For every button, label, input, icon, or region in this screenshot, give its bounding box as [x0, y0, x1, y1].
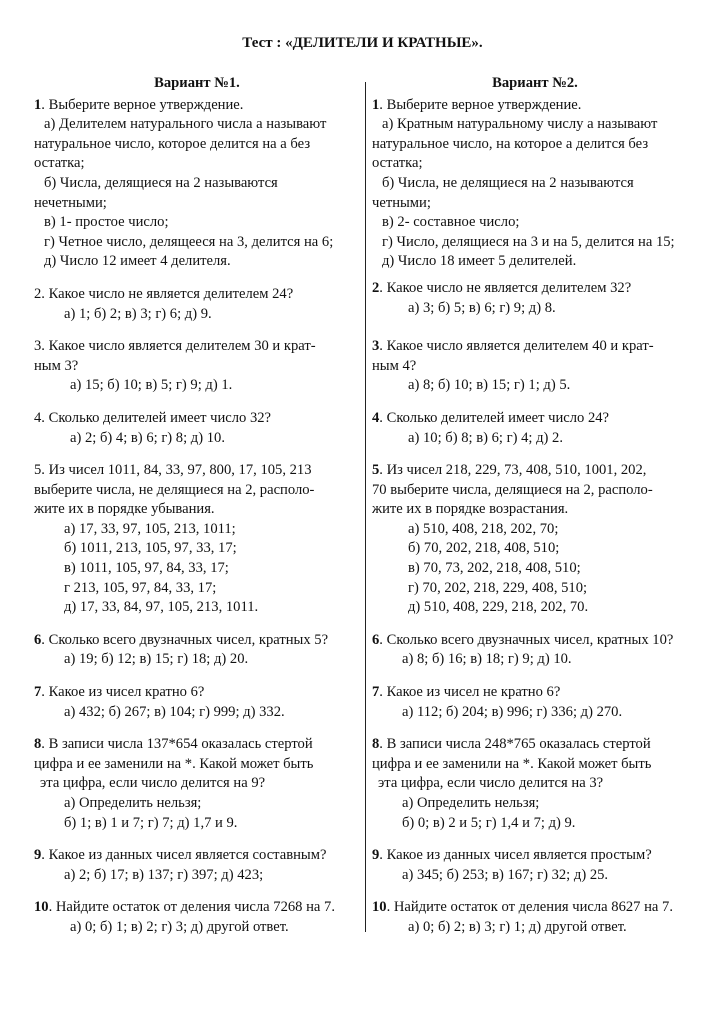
option-e: д) Число 12 имеет 4 делителя. [44, 253, 231, 270]
question-text-cont: цифра и ее заменили на *. Какой может быть [34, 755, 314, 772]
question-number: 7 [372, 684, 380, 701]
option-a-cont: остатка; [34, 155, 85, 172]
v2-question-7 [372, 683, 698, 722]
v1-question-8 [34, 735, 360, 833]
question-number: 4 [372, 409, 380, 426]
option-e: д) 510, 408, 229, 218, 202, 70. [408, 599, 589, 616]
question-text: . Сколько делителей имеет число 24? [379, 409, 610, 426]
answers: а) 0; б) 2; в) 3; г) 1; д) другой ответ. [408, 918, 627, 935]
question-text: . В записи числа 137*654 оказалась стертой [41, 736, 313, 753]
v2-question-10 [372, 898, 698, 937]
option-a: а) Определить нельзя; [402, 795, 540, 811]
question-text: . Найдите остаток от деления числа 8627 на 7. [386, 899, 673, 916]
question-text: . Найдите остаток от деления числа 7268 на 7. [48, 899, 335, 916]
options: б) 0; в) 2 и 5; г) 1,4 и 7; д) 9. [402, 814, 576, 831]
v1-question-4 [34, 409, 360, 448]
v1-question-7 [34, 683, 360, 722]
v1-question-1 [34, 96, 360, 272]
answers: а) 3; б) 5; в) 6; г) 9; д) 8. [408, 299, 556, 316]
v2-question-9 [372, 846, 698, 885]
answers: а) 8; б) 16; в) 18; г) 9; д) 10. [402, 651, 572, 668]
answers: а) 1; б) 2; в) 3; г) 6; д) 9. [64, 305, 212, 322]
option-a: а) Кратным натуральному числу а называют [382, 116, 658, 133]
question-text-cont: эта цифра, если число делится на 9? [40, 775, 266, 792]
question-number: 10 [372, 899, 387, 916]
v1-question-6 [34, 631, 360, 670]
question-text: . Из чисел 218, 229, 73, 408, 510, 1001, 202, [379, 462, 647, 479]
answers: а) 2; б) 17; в) 137; г) 397; д) 423; [64, 866, 264, 883]
question-text: . Какое из данных чисел является составным? [41, 847, 327, 864]
question-text-cont: ным 3? [34, 357, 79, 374]
question-text: . Сколько всего двузначных чисел, кратных 5? [41, 631, 329, 648]
option-a-cont: остатка; [372, 155, 423, 172]
answers: а) 0; б) 1; в) 2; г) 3; д) другой ответ. [70, 918, 289, 935]
v2-question-6 [372, 631, 698, 670]
column-divider [365, 82, 366, 932]
option-a-cont: натуральное число, на которое а делится без [372, 135, 649, 152]
variant-2-column [372, 74, 698, 938]
question-text: 2. Какое число не является делителем 24? [34, 285, 294, 302]
answers: а) 112; б) 204; в) 996; г) 336; д) 270. [402, 703, 623, 720]
question-text: . Сколько всего двузначных чисел, кратных 10? [379, 631, 674, 648]
question-text: 3. Какое число является делителем 30 и крат- [34, 338, 316, 355]
option-c: в) 1011, 105, 97, 84, 33, 17; [64, 560, 229, 577]
question-number: 8 [34, 736, 42, 753]
question-text-cont: эта цифра, если число делится на 3? [378, 775, 604, 792]
option-a: а) 510, 408, 218, 202, 70; [408, 520, 559, 537]
variant-1-column [34, 74, 360, 938]
option-c: в) 1- простое число; [44, 214, 169, 231]
question-text: . В записи числа 248*765 оказалась стертой [379, 736, 651, 753]
question-text-cont: цифра и ее заменили на *. Какой может быть [372, 755, 652, 772]
v2-question-8 [372, 735, 698, 833]
question-number: 2 [372, 279, 380, 296]
option-a-cont: натуральное число, которое делится на а без [34, 135, 311, 152]
v1-question-10 [34, 898, 360, 937]
option-a: а) Делителем натурального числа а называют [44, 116, 327, 133]
answers: а) 2; б) 4; в) 6; г) 8; д) 10. [70, 429, 225, 446]
question-number: 6 [372, 631, 380, 648]
question-number: 6 [34, 631, 42, 648]
variant-1-heading: Вариант №1. [154, 75, 240, 91]
question-text: . Какое из данных чисел является простым? [379, 847, 652, 864]
answers: а) 10; б) 8; в) 6; г) 4; д) 2. [408, 429, 563, 446]
options: б) 1; в) 1 и 7; г) 7; д) 1,7 и 9. [64, 814, 238, 831]
option-a: а) 17, 33, 97, 105, 213, 1011; [64, 520, 236, 537]
question-number: 9 [372, 847, 380, 864]
question-text: . Какое из чисел не кратно 6? [379, 684, 561, 701]
option-b: б) 1011, 213, 105, 97, 33, 17; [64, 540, 237, 557]
v2-question-2 [372, 279, 698, 318]
question-text-cont: ным 4? [372, 357, 417, 374]
question-text: 4. Сколько делителей имеет число 32? [34, 409, 272, 426]
question-text-cont: выберите числа, не делящиеся на 2, располо- [34, 481, 315, 498]
question-number: 3 [372, 338, 380, 355]
question-number: 10 [34, 899, 49, 916]
test-title: Тест : «ДЕЛИТЕЛИ И КРАТНЫЕ». [242, 35, 483, 51]
question-number: 1 [372, 96, 380, 113]
variant-2-heading: Вариант №2. [492, 75, 578, 91]
option-e: д) Число 18 имеет 5 делителей. [382, 253, 577, 270]
v1-question-5 [34, 461, 360, 618]
question-text: 5. Из чисел 1011, 84, 33, 97, 800, 17, 105, 213 [34, 462, 312, 479]
question-text: . Какое число не является делителем 32? [379, 279, 632, 296]
option-b: б) Числа, делящиеся на 2 называются [44, 174, 278, 191]
option-b: б) Числа, не делящиеся на 2 называются [382, 174, 634, 191]
answers: а) 19; б) 12; в) 15; г) 18; д) 20. [64, 651, 249, 668]
question-text-cont: жите их в порядке убывания. [34, 501, 215, 518]
option-d: г 213, 105, 97, 84, 33, 17; [64, 579, 217, 596]
question-number: 5 [372, 462, 380, 479]
option-b-cont: четными; [372, 194, 431, 211]
question-number: 7 [34, 684, 42, 701]
v2-question-3 [372, 337, 698, 396]
question-text: . Какое из чисел кратно 6? [41, 684, 205, 701]
option-e: д) 17, 33, 84, 97, 105, 213, 1011. [64, 599, 259, 616]
question-number: 8 [372, 736, 380, 753]
option-b-cont: нечетными; [34, 194, 107, 211]
question-text-cont: жите их в порядке возрастания. [372, 501, 569, 518]
v2-question-1 [372, 96, 698, 272]
question-number: 1 [34, 96, 42, 113]
option-d: г) Число, делящиеся на 3 и на 5, делится на 15; [382, 233, 675, 250]
v2-question-4 [372, 409, 698, 448]
answers: а) 8; б) 10; в) 15; г) 1; д) 5. [408, 377, 571, 394]
option-c: в) 70, 73, 202, 218, 408, 510; [408, 560, 581, 577]
question-text: . Какое число является делителем 40 и крат- [379, 338, 654, 355]
answers: а) 15; б) 10; в) 5; г) 9; д) 1. [70, 377, 233, 394]
question-number: 9 [34, 847, 42, 864]
question-text: . Выберите верное утверждение. [41, 96, 244, 113]
question-text: . Выберите верное утверждение. [379, 96, 582, 113]
answers: а) 432; б) 267; в) 104; г) 999; д) 332. [64, 703, 285, 720]
v1-question-9 [34, 846, 360, 885]
v1-question-2 [34, 285, 360, 324]
question-text-cont: 70 выберите числа, делящиеся на 2, располо- [372, 481, 653, 498]
v1-question-3 [34, 337, 360, 396]
option-c: в) 2- составное число; [382, 214, 520, 231]
v2-question-5 [372, 461, 698, 618]
option-b: б) 70, 202, 218, 408, 510; [408, 540, 560, 557]
option-a: а) Определить нельзя; [64, 795, 202, 811]
option-d: г) Четное число, делящееся на 3, делится на 6; [44, 233, 334, 250]
option-d: г) 70, 202, 218, 229, 408, 510; [408, 579, 588, 596]
answers: а) 345; б) 253; в) 167; г) 32; д) 25. [402, 866, 609, 883]
